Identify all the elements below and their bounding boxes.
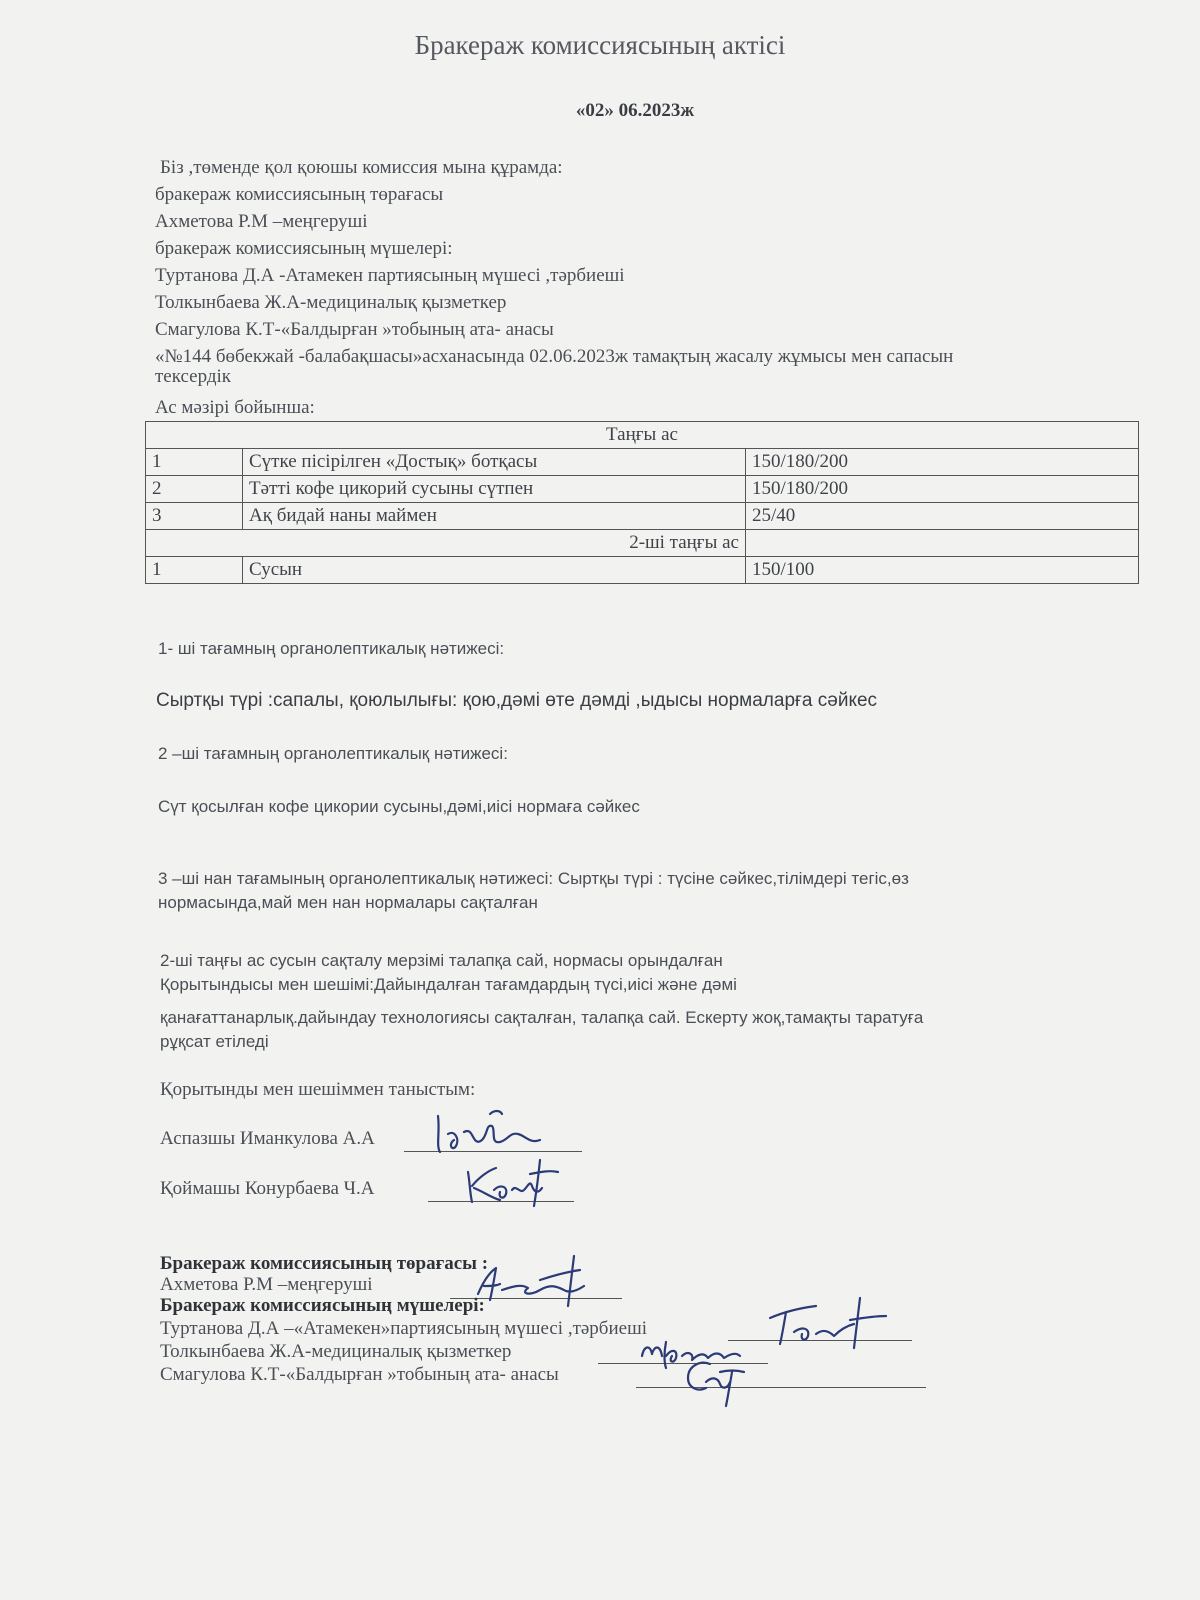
result-3-line-1: 3 –ші нан тағамының органолептикалық нәтижесі: Сыртқы түрі : түсіне сәйкес,тілімдері тегіс,өз (158, 869, 909, 888)
chair-name: Ахметова Р.М –меңгеруші (160, 1274, 373, 1295)
table-row (146, 449, 1139, 476)
intro-line-2: бракераж комиссиясының төрағасы (155, 184, 444, 205)
result-1-title: 1- ші тағамның органолептикалық нәтижесі: (158, 639, 505, 658)
document-date: «02» 06.2023ж (575, 100, 695, 121)
dish-name: Сусын (243, 557, 746, 584)
conclusion-line-1: Қорытындысы мен шешімі:Дайындалған тағамдардың түсі,иісі және дәмі (160, 975, 737, 994)
conclusion-line-3: рұқсат етіледі (160, 1032, 269, 1051)
dish-portion: 150/100 (746, 557, 1139, 584)
members-title: Бракераж комиссиясының мүшелері: (160, 1295, 485, 1316)
menu-table (145, 421, 1139, 584)
breakfast-header: Таңғы ас (146, 422, 1139, 449)
table-row (146, 476, 1139, 503)
empty-cell (746, 530, 1139, 557)
intro-line-5: Туртанова Д.А -Атамекен партиясының мүшесі ,тәрбиеші (155, 265, 625, 286)
dish-name: Ақ бидай наны маймен (243, 503, 746, 530)
dish-name: Сүтке пісірілген «Достық» ботқасы (243, 449, 746, 476)
cook-name: Аспазшы Иманкулова А.А (160, 1128, 375, 1149)
dish-name: Тәтті кофе цикорий сусыны сүтпен (243, 476, 746, 503)
result-3-line-2: нормасында,май мен нан нормалары сақталған (158, 893, 538, 912)
dish-portion: 150/180/200 (746, 476, 1139, 503)
member-1-name: Туртанова Д.А –«Атамекен»партиясының мүшесі ,тәрбиеші (160, 1318, 647, 1339)
document-title: Бракераж комиссиясының актісі (414, 30, 786, 60)
row-number: 3 (146, 503, 243, 530)
row-number: 1 (146, 449, 243, 476)
intro-line-4: бракераж комиссиясының мүшелері: (155, 238, 453, 259)
result-4-text: 2-ші таңғы ас сусын сақталу мерзімі талапқа сай, нормасы орындалған (160, 951, 723, 970)
conclusion-line-2: қанағаттанарлық.дайындау технологиясы сақталған, талапқа сай. Ескерту жоқ,тамақты таратуға (160, 1008, 924, 1027)
table-row (146, 422, 1139, 449)
dish-portion: 25/40 (746, 503, 1139, 530)
table-row (146, 557, 1139, 584)
acquainted-title: Қорытынды мен шешіммен таныстым: (160, 1079, 476, 1100)
member-1-signature (760, 1294, 900, 1354)
intro-line-1: Біз ,төменде қол қоюшы комиссия мына құрамда: (160, 157, 563, 178)
storekeeper-signature (460, 1150, 580, 1210)
intro-line-8: «№144 бөбекжай -балабақшасы»асханасында 02.06.2023ж тамақтың жасалу жұмысы мен сапасын (155, 346, 954, 367)
table-row (146, 503, 1139, 530)
result-2-text: Сүт қосылған кофе цикории сусыны,дәмі,иісі нормаға сәйкес (158, 797, 640, 816)
member-2-name: Толкынбаева Ж.А-медициналық қызметкер (160, 1341, 512, 1362)
storekeeper-name: Қоймашы Конурбаева Ч.А (160, 1178, 375, 1199)
table-row (146, 530, 1139, 557)
chair-signature (470, 1250, 610, 1310)
result-1-text: Сыртқы түрі :сапалы, қоюлылығы: қою,дәмі өте дәмді ,ыдысы нормаларға сәйкес (156, 690, 878, 711)
dish-portion: 150/180/200 (746, 449, 1139, 476)
intro-line-9: тексердік (155, 366, 232, 387)
intro-line-6: Толкынбаева Ж.А-медициналық қызметкер (155, 292, 507, 313)
member-3-signature (676, 1352, 756, 1408)
chair-title: Бракераж комиссиясының төрағасы : (160, 1253, 489, 1274)
intro-line-10: Ас мәзірі бойынша: (155, 397, 315, 418)
row-number: 1 (146, 557, 243, 584)
result-2-title: 2 –ші тағамның органолептикалық нәтижесі: (158, 744, 508, 763)
intro-line-3: Ахметова Р.М –меңгеруші (155, 211, 368, 232)
second-breakfast-header: 2-ші таңғы ас (146, 530, 746, 557)
intro-line-7: Смагулова К.Т-«Балдырған »тобының ата- анасы (155, 319, 554, 340)
member-3-name: Смагулова К.Т-«Балдырған »тобының ата- анасы (160, 1364, 559, 1385)
row-number: 2 (146, 476, 243, 503)
